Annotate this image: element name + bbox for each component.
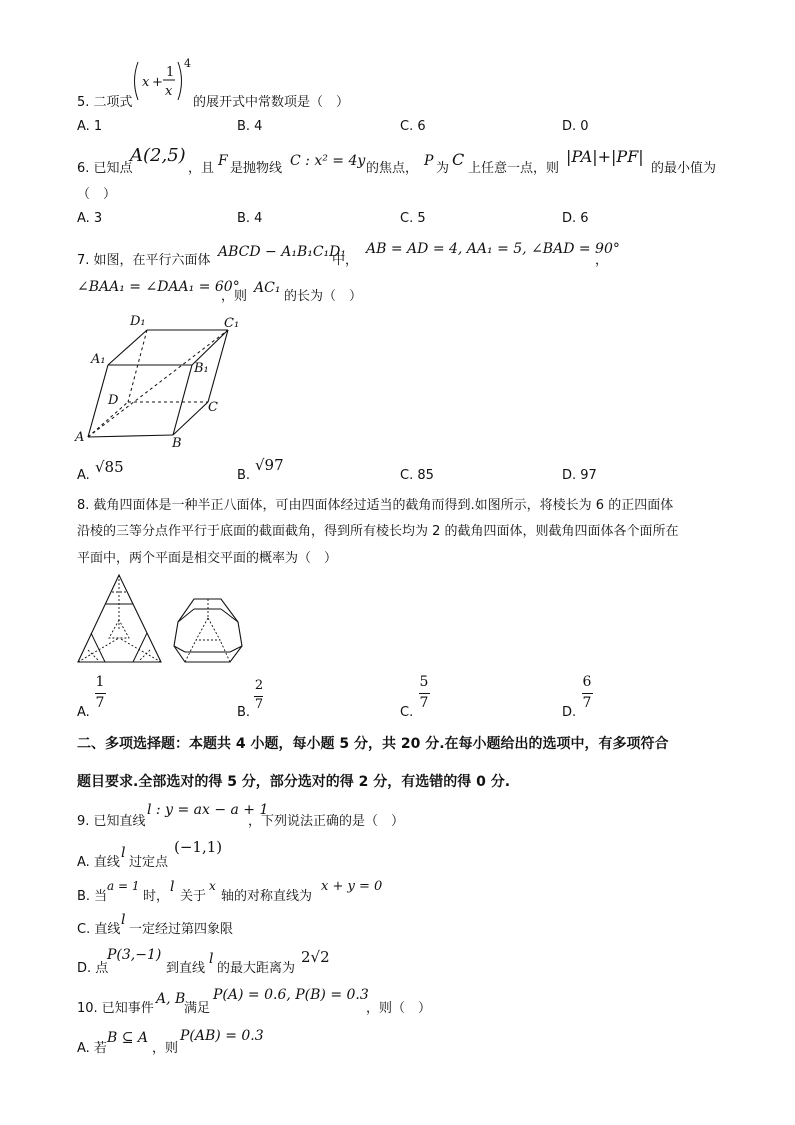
parallelepiped-figure [70, 310, 250, 455]
q7-text-d: ，则 [221, 289, 248, 304]
q9-a-text-1: A. 直线 [77, 855, 120, 870]
q9-b-x: x [209, 879, 216, 893]
q9-d-l: l [209, 951, 214, 967]
label-c: C [208, 400, 218, 415]
q8-option-b-numerator: 2 [254, 678, 264, 693]
q9-b-text-1: B. 当 [77, 889, 108, 904]
q8-option-c-fraction-bar [419, 693, 430, 694]
svg-text:4: 4 [184, 58, 191, 70]
q5-option-b[interactable]: B. 4 [237, 119, 263, 134]
q8-option-c-numerator: 5 [419, 674, 429, 690]
q9-a-text-2: 过定点 [129, 855, 169, 870]
q9-d-point: P(3,−1) [107, 947, 162, 963]
q9-b-l: l [170, 879, 175, 895]
q7-option-c[interactable]: C. 85 [400, 468, 434, 483]
q7-text-c: ， [595, 253, 609, 268]
q9-d-text-1: D. 点 [77, 961, 109, 976]
q6-option-b[interactable]: B. 4 [237, 211, 263, 226]
q5-prefix: 5. 二项式 [77, 95, 133, 110]
q8-option-d-numerator: 6 [582, 674, 592, 690]
q9-stem-b: ，下列说法正确的是（ ） [248, 814, 405, 829]
q8-option-a-denominator: 7 [95, 695, 105, 711]
q6-paren: （ ） [77, 187, 117, 202]
svg-text:x: x [142, 75, 150, 90]
q9-d-value: 2√2 [301, 948, 330, 966]
label-a1: A₁ [91, 352, 106, 367]
q8-option-c-label: C. [400, 705, 414, 720]
q7-text-a: 7. 如图，在平行六面体 [77, 253, 211, 268]
svg-text:x: x [165, 84, 173, 99]
q6-point-a: A(2,5) [130, 145, 186, 166]
q6-option-c[interactable]: C. 5 [400, 211, 426, 226]
section-2-line2: 题目要求.全部选对的得 5 分，部分选对的得 2 分，有选错的得 0 分. [77, 774, 511, 790]
label-a: A [75, 430, 85, 445]
label-c1: C₁ [224, 316, 240, 331]
q7-target: AC₁ [254, 280, 281, 296]
q9-c-l: l [121, 912, 126, 928]
q6-text-c: 是抛物线 [230, 161, 283, 176]
tetrahedron-figure [74, 572, 166, 666]
q10-probabilities: P(A) = 0.6, P(B) = 0.3 [213, 987, 369, 1003]
label-b: B [172, 436, 182, 451]
q6-text-d: 的焦点， [366, 161, 419, 176]
q8-option-d-label: D. [562, 705, 577, 720]
binomial-expression [130, 58, 192, 104]
section-2-line1: 二、多项选择题：本题共 4 小题，每小题 5 分，共 20 分.在每小题给出的选项中，有多项符合 [77, 736, 669, 752]
q6-text-b: ，且 [188, 161, 215, 176]
q8-option-a-numerator: 1 [95, 674, 105, 690]
q8-line1: 8. 截角四面体是一种半正八面体，可由四面体经过适当的截角而得到.如图所示，将棱长为 6 的正四面体 [77, 498, 674, 513]
q10-a-condition: B ⊆ A [107, 1030, 149, 1046]
q6-text-a: 6. 已知点 [77, 161, 133, 176]
label-d1: D₁ [130, 314, 146, 329]
q6-option-a[interactable]: A. 3 [77, 211, 103, 226]
q6-f: F [218, 153, 228, 169]
q10-stem-b: 满足 [184, 1001, 211, 1016]
q8-line3: 平面中，两个平面是相交平面的概率为（ ） [77, 551, 338, 566]
q7-text-e: 的长为（ ） [284, 289, 363, 304]
q8-line2: 沿棱的三等分点作平行于底面的截面截角，得到所有棱长均为 2 的截角四面体，则截角四面体各个面所在 [77, 524, 679, 539]
q8-option-d-denominator: 7 [582, 695, 592, 711]
q7-option-a-value[interactable]: √85 [95, 458, 124, 476]
q9-b-text-2: 时， [143, 889, 170, 904]
q7-solid: ABCD − A₁B₁C₁D₁ [218, 244, 347, 260]
q7-option-a-prefix[interactable]: A. [77, 468, 90, 483]
q7-option-b-prefix[interactable]: B. [237, 468, 251, 483]
q7-text-b: 中， [332, 253, 359, 268]
q7-option-b-value[interactable]: √97 [255, 456, 284, 474]
q10-stem-a: 10. 已知事件 [77, 1001, 154, 1016]
q8-option-a-label: A. [77, 705, 90, 720]
q9-a-l: l [121, 845, 126, 861]
q9-b-equation: x + y = 0 [321, 879, 383, 894]
q5-option-d[interactable]: D. 0 [562, 119, 589, 134]
q5-suffix: 的展开式中常数项是（ ） [193, 95, 350, 110]
q8-option-b-label: B. [237, 705, 251, 720]
q6-text-e: 为 [436, 161, 450, 176]
q7-cond1: AB = AD = 4, AA₁ = 5, ∠BAD = 90° [366, 241, 620, 257]
q10-events: A, B [156, 991, 186, 1007]
label-d: D [108, 393, 119, 408]
label-b1: B₁ [194, 361, 209, 376]
q9-stem-a: 9. 已知直线 [77, 814, 146, 829]
q9-b-cond: a = 1 [107, 879, 140, 893]
q8-option-b-denominator: 7 [254, 697, 264, 712]
q7-option-d[interactable]: D. 97 [562, 468, 597, 483]
q5-option-c[interactable]: C. 6 [400, 119, 426, 134]
q8-option-c-denominator: 7 [419, 695, 429, 711]
q10-stem-c: ，则（ ） [366, 1001, 432, 1016]
svg-text:+: + [152, 75, 163, 90]
q9-d-text-2: 到直线 [166, 961, 206, 976]
q6-c: C [452, 150, 465, 169]
q10-a-text-1: A. 若 [77, 1041, 107, 1056]
q9-line-equation: l : y = ax − a + 1 [147, 802, 269, 818]
q9-c-text-2: 一定经过第四象限 [129, 922, 234, 937]
q9-d-text-3: 的最大距离为 [217, 961, 296, 976]
q6-text-g: 的最小值为 [651, 161, 717, 176]
q5-option-a[interactable]: A. 1 [77, 119, 103, 134]
q9-b-text-3: 关于 [180, 889, 207, 904]
q6-sum: |PA|+|PF| [566, 147, 644, 166]
q8-option-d-fraction-bar [582, 693, 593, 694]
q6-option-d[interactable]: D. 6 [562, 211, 589, 226]
q6-parabola: C : x² = 4y [290, 153, 366, 169]
q6-text-f: 上任意一点，则 [468, 161, 560, 176]
q9-c-text-1: C. 直线 [77, 922, 121, 937]
svg-text:1: 1 [166, 65, 175, 80]
q7-cond2: ∠BAA₁ = ∠DAA₁ = 60° [77, 279, 240, 295]
q6-p: P [424, 153, 434, 169]
q8-option-a-fraction-bar [95, 693, 106, 694]
q9-b-text-4: 轴的对称直线为 [221, 889, 313, 904]
q9-a-point: (−1,1) [174, 838, 223, 856]
truncated-tetrahedron-figure [172, 594, 244, 668]
q10-a-text-2: ，则 [152, 1041, 179, 1056]
q10-a-value: P(AB) = 0.3 [180, 1028, 264, 1044]
